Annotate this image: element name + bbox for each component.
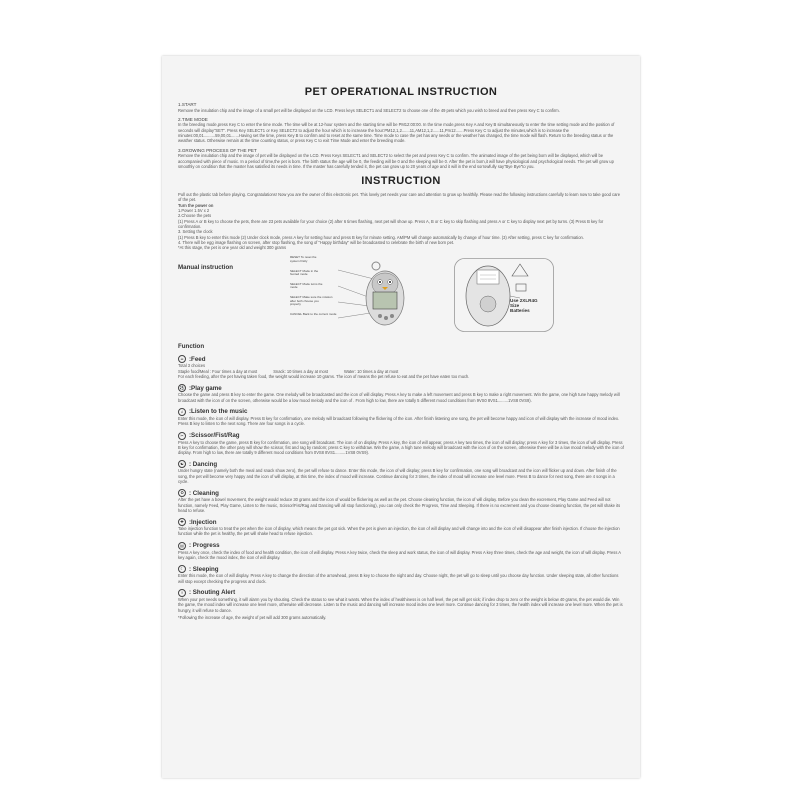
section-growing (178, 148, 624, 169)
function-label: : Sleeping (189, 565, 219, 573)
syringe-icon: ✚ (178, 518, 186, 526)
function-label: : Dancing (189, 460, 218, 468)
section-time-mode (178, 117, 624, 144)
function-text: Press A key once, check the index of food and health condition, the icon of will display. Press A key twice, check the sleep and work status, the icon of will display. Press A key three times, check the age and weight, the icon of will display. Press A key again, check the mood index, the icon of will display. (178, 549, 621, 561)
manual-figure (178, 254, 624, 338)
function-label: :Scissor/Fist/Rag (189, 432, 240, 439)
function-text: Take injection function to treat the pet when the icon of display, which means the pet got sick. When the pet is given an injection, the icon of will display and will change into and the icon of will disappear after finish injection. If choose the injection function while the pet is healthy, the pet will shake head to refuse injection. (178, 526, 620, 537)
feed-icon: ☕ (178, 355, 186, 363)
staple-food: Staple food/Meal : Four times a day at most (178, 368, 258, 374)
step: 4. There will be egg image flashing on screen, after stop flashing, the song of "Happy birthday" will be broadcasted to celebrate the birth of new born pet. (178, 239, 455, 245)
section-text: Remove the insulation chip and the image of pet will be displayed on the LCD. Press Keys SELECT1 and SELECT2 to select the pet and press Key C to confirm. The animated image of the pet being born will be displayed, which will be accompanied with piece of music. In a period of time,the pet is born. The birth status the age will be 0, the feeding will be 0 and the sleeping will be 0. After the pet is born,it will have physiological and psychological needs. The pet will grow up smoothly on condition that the master has satisfied its needs in time. If the master has carefully tended it, the pet can grow up to 20 years of age and it will in the end sorrowfully say"Bye Bye"to you. (178, 153, 614, 169)
play-game-icon: ⚽ (179, 385, 185, 391)
step: *At this stage, the pet is one year old and weight 300 grams (178, 245, 287, 251)
section-start (178, 102, 624, 113)
injection-header (178, 518, 624, 526)
function-progress (178, 542, 624, 561)
pet-toy-back-illustration (454, 258, 554, 332)
progress-header (178, 542, 624, 550)
instruction-sheet (162, 56, 640, 778)
manual-instruction-label: Manual instruction (178, 264, 234, 272)
function-text: Enter this mode, the icon of will display. Press B key for confirmation, one melody will broadcast following the flickering of the icon. After finish listening one song, the pet will become happy and icon of will display with the increase of mood index. Press B key to listen to the next song. There are four songs in a cycle. (178, 415, 620, 427)
function-label: : Progress (189, 542, 220, 550)
function-injection (178, 518, 624, 537)
pet-toy-front-illustration (338, 258, 420, 332)
function-text: Choose the game and press B key to enter the game. One melody will be broadcasted and the icon of will display. Press A key to make a left movement and press B key to make a right movement. Win the game, one high tune happy melody will broadcast with the icon of on the screen, otherwise would be a low mood melody and the icon of . From high to low, there are totally 5 different mood conditions from 9VS0 8VS1.........1VS8 0VS9). (178, 392, 620, 403)
function-feed (178, 355, 624, 379)
water: Water: 10 times a day at most (344, 368, 399, 374)
function-heading: Function (178, 343, 205, 351)
function-text: Under hungry state (namely both the meal and snack show zero), the pet will refuse to dance. Enter this mode, the icon of will display; press B key for confirmation, one song will broadcast and the icon will flicker up and down. After finish of the song, the pet will become very happy and the icon of will display, at this time, the index of mood will increase. Continue dancing for 3 times, the index of mood will increase one level more. Press B to dance for next song, there are 4 songs in a cycle. (178, 468, 617, 484)
function-scissor-fist-rag (178, 432, 624, 456)
music-note-icon: ♫ (178, 408, 186, 416)
section-text: Remove the insulation chip and the image of a small pet will be displayed on the LCD. Press keys SELECT1 and SELECT2 to choose one of the 49 pets which you wish to breed and then press Key C to confirm. (178, 107, 560, 113)
function-label: : Cleaning (189, 489, 219, 497)
step: 2.Choose the pets (178, 213, 212, 219)
function-text: After the pet have a bowel movement, the weight would reduce 30 grams and the icon of would be flickering as well as the pet. Choose cleaning function, the icon of will display. Before you clean the excrement, Play Game and Feed will not function, namely Feed, Play Game, Listen to the music, Scissor/Fist/Rag and Dancing will all stop functioning), you can only check the Progress, Time and Sleeping. If there is no excrement and you choose cleaning function, the pet will shake its head to refuse. (178, 497, 621, 513)
scissor-fist-rag-header (178, 432, 624, 440)
play-game-header (178, 384, 624, 392)
listen-music-header (178, 408, 624, 416)
progress-icon: ▤ (178, 542, 186, 550)
feed-text: For each feeding, after the pet having taken food, the weight would increase 10 grams. The icon of means the pet refuse to eat and the pet have eaten too much. (178, 374, 470, 380)
step: (1) Press B key to enter this mode (2) Under clock mode, press A key for setting hour and press B key for minute setting. AM/PM will change automatically by change of hour time. (3) After setting, press C key for confirmation. (178, 234, 584, 240)
function-cleaning (178, 489, 624, 513)
callout-select-2: SELECT Mode turns the mode (290, 281, 323, 290)
function-label: :Listen to the music (189, 408, 248, 416)
section-text: In the breeding mode,press Key C to enter the time mode. The time will be at 12-hour system and the starting time will be PM12:00:00. In the time mode,press Key A and Key B simultaneously to enter the time setting mode and the position of seconds will display"SET". Press Key SELECT1 or Key SELECT2 to adjust the hour which is to increase the hour:PM12,1,2.......11,AM12,1,2......11,Pm12.......Press Key C to adjust the minutes,which is to increase the minutes:00,01..........59,00,01.......Having set the time, press Key B to confirm and to reset at the same time. Time mode to case the pet has any needs or the weather has changed, the time mode will flash. Return to the breeding status or the weather status. Otherwise remain at the time counting status, or press Key C to exit Time Mode and enter the breeding mode. (178, 122, 615, 144)
function-text: Press A key to choose the game, press B key for confirmation, one song will broadcast. The icon of on display. Press A key, the icon of will appear, press A key two times, the icon of will display; press A key for 3 times, the icon of will display. Press B key for confirmation, the other pary will show the scissor, fist and rag by random; press C key to withdraw. Win the game, a high tune melody will broadcast with the icon of on the screen, otherwise there will be a low mood melody with the icon of display. From high to low, there are totally 9 different mood conditions from 0VS8 8VS1.........1VS8 0VS9). (178, 439, 624, 456)
intro-heading: Turn the power on (178, 202, 214, 208)
callout-reset: RESET To reset the system firstly (290, 255, 317, 264)
footnote: *Following the increase of age, the weight of pet will add 300 grams automatically. (178, 614, 327, 620)
section-heading: 3.GROWING PROCESS OF THE PET (178, 147, 257, 153)
shouting-alert-header (178, 589, 624, 597)
function-text: When your pet needs something, it will alarm you by shouting. Check the status to see what it wants. When the index of healthiness is on half level, the pet will get sick; if index drop to zero or the weight is below 40 grams, the pet would die. Win the game, the mood index will increase one level more, otherwise will decrease. Listen to the music and dancing will increase mood index one level more. Continue dancing for 3 times, the health index will increase one level more. When the pet is hungry, it will refuse to dance. (178, 596, 623, 613)
function-listen-music (178, 408, 624, 427)
function-play-game (178, 384, 624, 403)
callout-select-1: SELECT Mode in the hunted mode (290, 268, 319, 277)
callout-cancel: CANCEL Back to the current mode (290, 311, 337, 316)
alert-icon: ! (178, 589, 186, 597)
scissor-icon: ✂ (178, 432, 186, 440)
function-dancing (178, 460, 624, 484)
dancing-header (178, 460, 624, 468)
main-title: PET OPERATIONAL INSTRUCTION (304, 86, 498, 98)
battery-label: Use 2XLR4G Size Batteries (510, 298, 538, 314)
function-label: :Injection (189, 518, 217, 526)
function-text: Enter this mode, the icon of will display. Press A key to change the direction of the arrowhead, press B key to choose the night and day. Choose night, the pet will go to sleep until you choose day function. Under sleeping state, all other functions will stop except checking the progress and clock. (178, 573, 619, 584)
section-heading: 2.TIME MODE (178, 116, 208, 122)
moon-icon: ☾ (178, 565, 186, 573)
sleeping-header (178, 565, 624, 573)
broom-icon: ♻ (178, 489, 186, 497)
instruction-title: INSTRUCTION (361, 175, 441, 188)
callout-select-3: SELECT Make sure the mission after both choose you properly (290, 294, 333, 307)
step: (1) Press A or B key to choose the pets, there are 23 pets available for your choice (2) after 6 times flashing, next pet will show up. Press A, B or C key to skip flashing and press A or C key to display next pet by turns. (3) Press B key for confirmation. (178, 218, 604, 229)
function-shouting-alert (178, 589, 624, 613)
feed-label: :Feed (189, 355, 206, 363)
function-label: : Shouting Alert (189, 589, 236, 597)
step: 1.Power 1.5V x 2 (178, 208, 210, 214)
step: 3. Setting the clock (178, 229, 213, 235)
dancing-icon: ☯ (178, 460, 186, 468)
feed-header (178, 355, 624, 363)
sheet-content (178, 86, 624, 620)
setup-steps (178, 208, 624, 250)
function-label: :Play game (189, 384, 222, 392)
function-sleeping (178, 565, 624, 584)
intro-text: Pull out the plastic tab before playing. Congratulations! Now you are the owner of this electronic pet. This lovely pet needs your care and attention to grow up healthily. Please read the following instructions carefully to learn now to take good care of the pet. (178, 192, 621, 203)
feed-total: Total 3 choices (178, 363, 206, 369)
snack: Snack: 10 times a day at most (273, 368, 329, 374)
section-heading: 1.START (178, 102, 197, 107)
cleaning-header (178, 489, 624, 497)
